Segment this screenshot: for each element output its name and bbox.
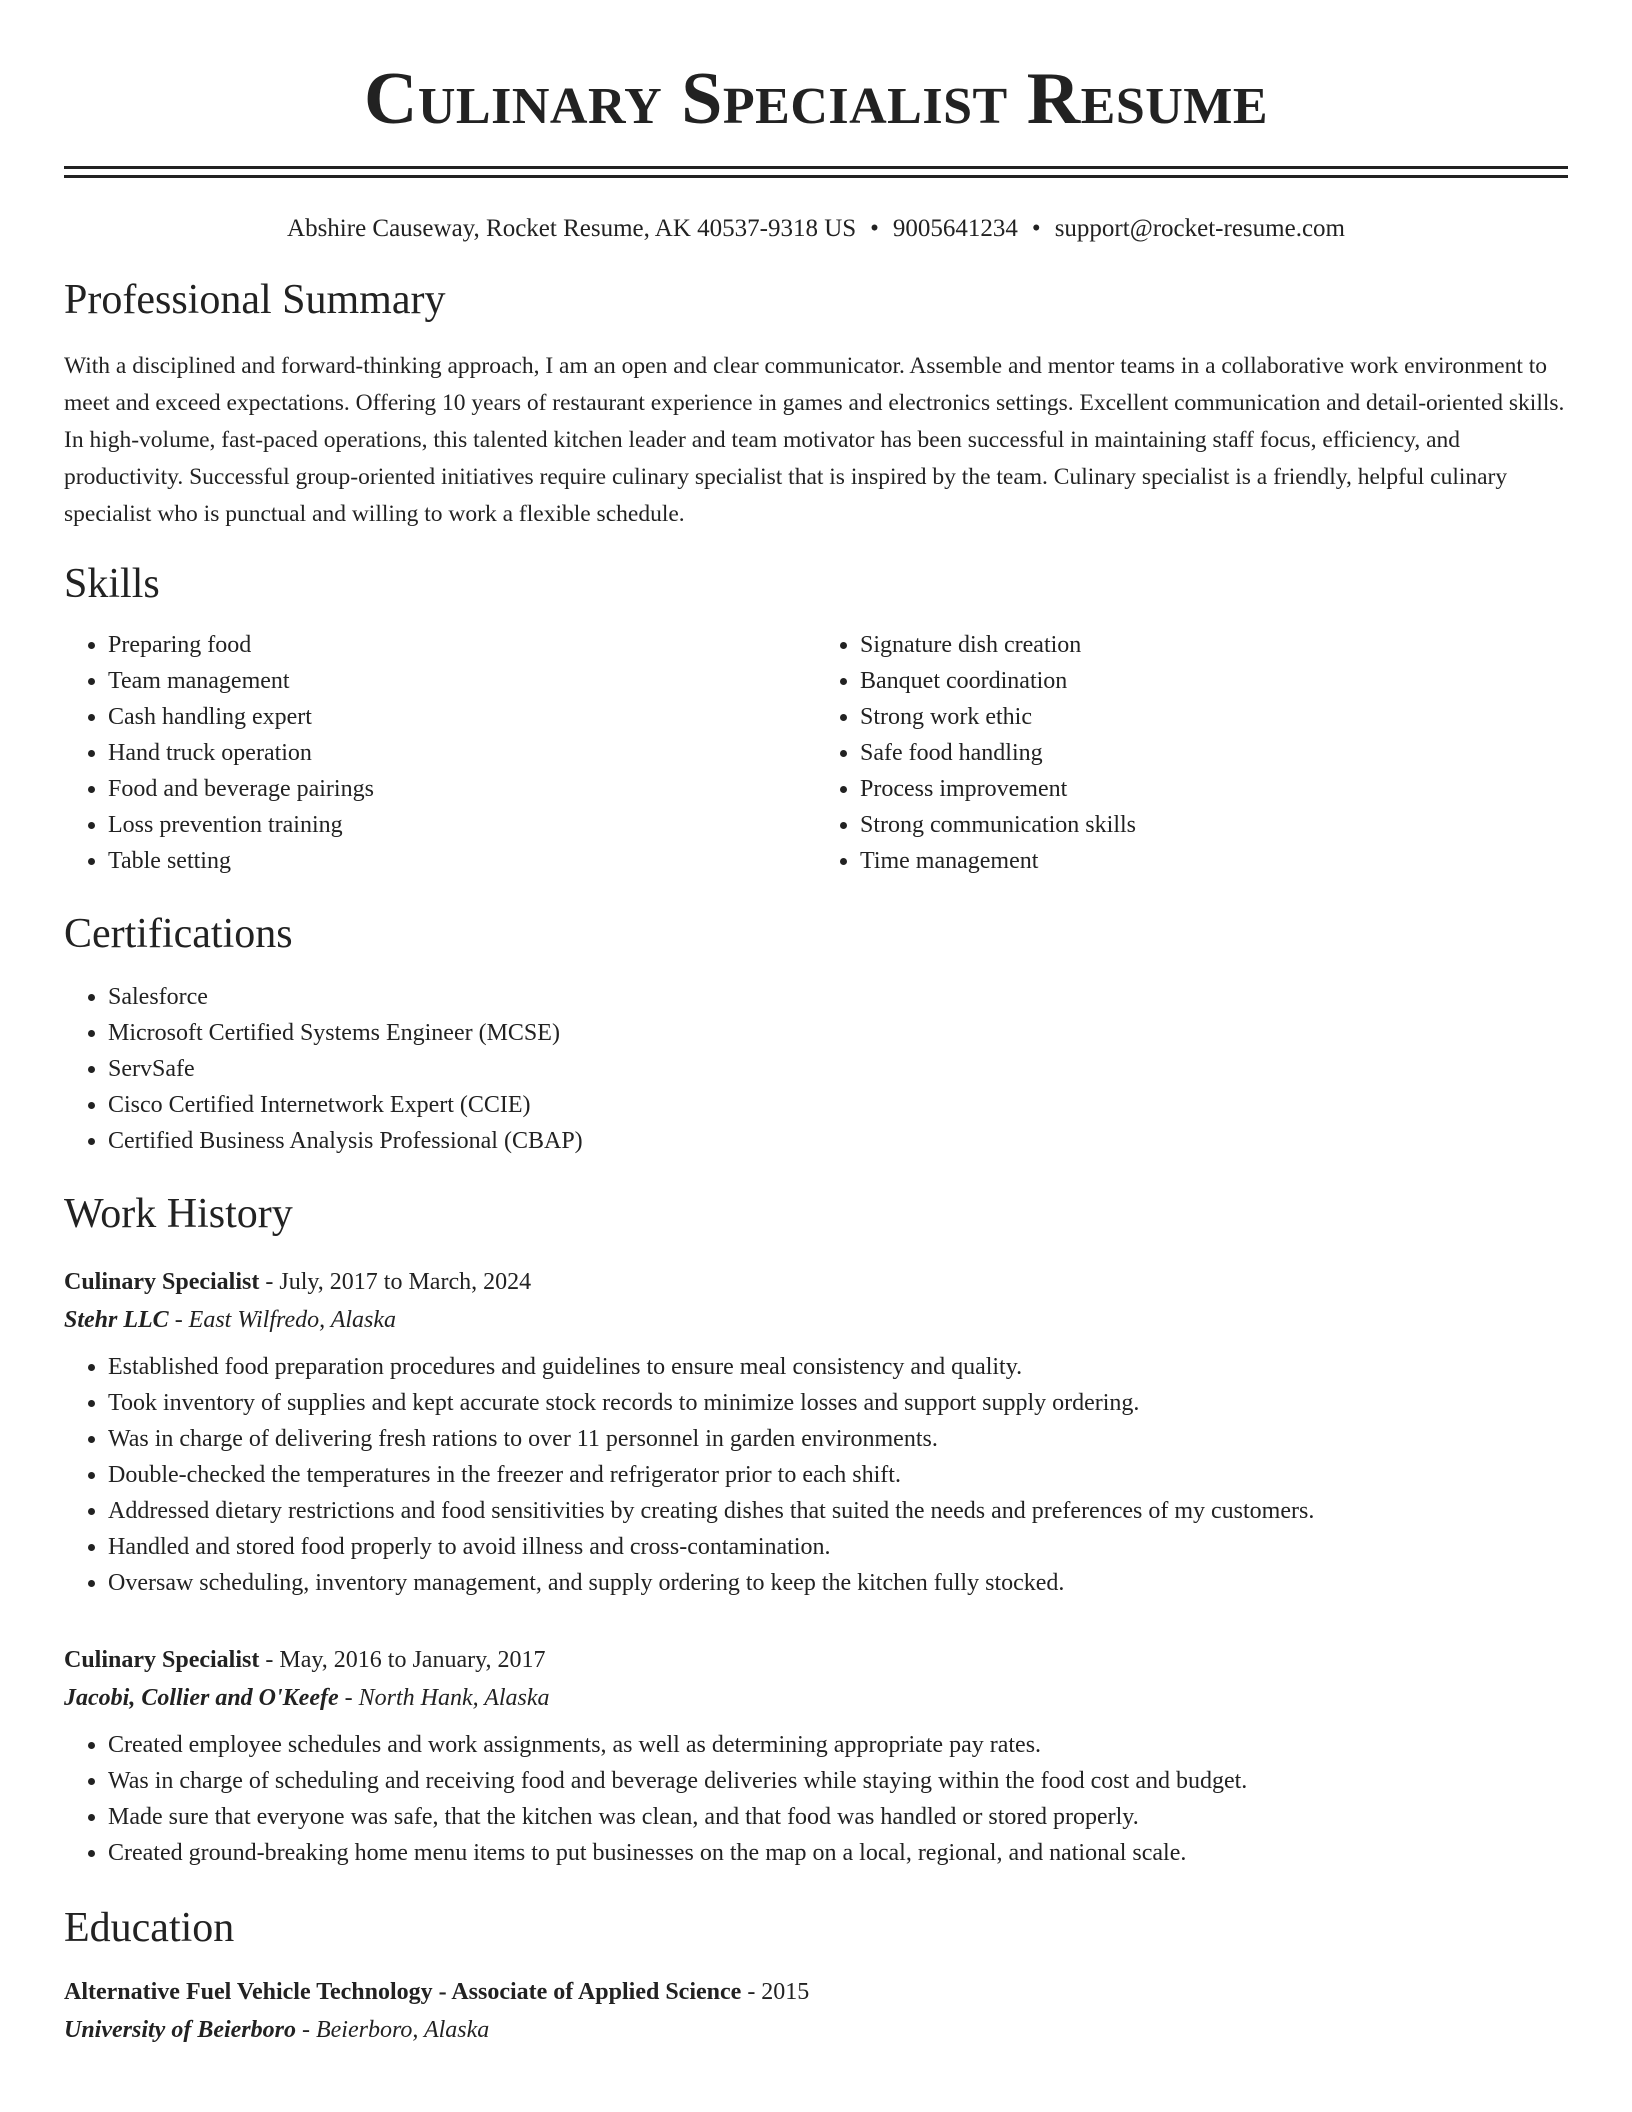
summary-section: [64, 279, 1568, 533]
job-company: Jacobi, Collier and O'Keefe: [64, 1685, 339, 1711]
certification-item: • Cisco Certified Internetwork Expert (CCIE): [108, 1087, 1568, 1123]
job-bullet: • Created employee schedules and work assignments, as well as determining appropriate pay rates.: [108, 1727, 1568, 1763]
skill-item: • Strong communication skills: [860, 807, 1568, 843]
job-bullet: • Addressed dietary restrictions and food sensitivities by creating dishes that suited the needs and preferences of my customers.: [108, 1493, 1568, 1529]
job-bullet: • Established food preparation procedures and guidelines to ensure meal consistency and quality.: [108, 1349, 1568, 1385]
summary-heading: Professional Summary: [64, 277, 446, 323]
job-dates: - May, 2016 to January, 2017: [259, 1647, 546, 1673]
education-entry: [64, 1973, 1568, 2049]
job-title-line: [64, 1641, 1568, 1679]
skills-list-right: [816, 627, 1568, 879]
certification-item: • Certified Business Analysis Professional (CBAP): [108, 1123, 1568, 1159]
contact-separator: •: [1031, 215, 1041, 242]
certifications-section: [64, 913, 1568, 1159]
skill-item: • Hand truck operation: [108, 735, 816, 771]
job-bullet: • Was in charge of scheduling and receiving food and beverage deliveries while staying within the food cost and budget.: [108, 1763, 1568, 1799]
job-bullet: • Handled and stored food properly to avoid illness and cross-contamination.: [108, 1529, 1568, 1565]
title-divider: [64, 166, 1568, 178]
contact-phone: 9005641234: [892, 215, 1018, 242]
education-school-line: [64, 2011, 1568, 2049]
certifications-heading: Certifications: [64, 911, 293, 957]
certifications-list: [64, 979, 1568, 1159]
job-bullet: • Made sure that everyone was safe, that the kitchen was clean, and that food was handled or stored properly.: [108, 1799, 1568, 1835]
certification-item: • Salesforce: [108, 979, 1568, 1015]
skill-item: • Table setting: [108, 843, 816, 879]
skill-item: • Team management: [108, 663, 816, 699]
education-location: - Beierboro, Alaska: [295, 2017, 490, 2043]
job-bullet: • Took inventory of supplies and kept accurate stock records to minimize losses and support supply ordering.: [108, 1385, 1568, 1421]
job-entry: [64, 1263, 1568, 1601]
resume-title: Culinary Specialist Resume: [363, 58, 1269, 140]
job-title-line: [64, 1263, 1568, 1301]
skills-heading: Skills: [64, 561, 160, 607]
skill-item: • Banquet coordination: [860, 663, 1568, 699]
certification-item: • Microsoft Certified Systems Engineer (MCSE): [108, 1015, 1568, 1051]
skill-item: • Strong work ethic: [860, 699, 1568, 735]
summary-text: With a disciplined and forward-thinking approach, I am an open and clear communicator. Assemble and mentor teams in a collaborative work environment to meet and exceed expectations. Offering 10 years of restaurant experience in games and electronics settings. Excellent communication and detail-oriented skills. In high-volume, fast-paced operations, this talented kitchen leader and team motivator has been successful in maintaining staff focus, efficiency, and productivity. Successful group-oriented initiatives require culinary specialist that is inspired by the team. Culinary specialist is a friendly, helpful culinary specialist who is punctual and willing to work a flexible schedule.: [64, 353, 1565, 527]
education-year: - 2015: [741, 1979, 810, 2005]
divider-line-bottom: [64, 175, 1568, 178]
work-history-section: [64, 1193, 1568, 1871]
job-bullet: • Was in charge of delivering fresh rations to over 11 personnel in garden environments.: [108, 1421, 1568, 1457]
job-role: Culinary Specialist: [64, 1647, 260, 1673]
job-entry: [64, 1641, 1568, 1871]
contact-address: Abshire Causeway, Rocket Resume, AK 40537-9318 US: [287, 215, 857, 242]
job-role: Culinary Specialist: [64, 1269, 260, 1295]
skill-item: • Loss prevention training: [108, 807, 816, 843]
skills-grid: [64, 627, 1568, 879]
skill-item: • Process improvement: [860, 771, 1568, 807]
skill-item: • Preparing food: [108, 627, 816, 663]
education-heading: Education: [64, 1905, 235, 1951]
skill-item: • Safe food handling: [860, 735, 1568, 771]
education-section: [64, 1907, 1568, 2049]
job-company-line: [64, 1301, 1568, 1339]
job-dates: - July, 2017 to March, 2024: [259, 1269, 532, 1295]
skill-item: • Cash handling expert: [108, 699, 816, 735]
certification-item: • ServSafe: [108, 1051, 1568, 1087]
education-degree: Alternative Fuel Vehicle Technology - Associate of Applied Science: [64, 1979, 742, 2005]
job-bullet: • Double-checked the temperatures in the freezer and refrigerator prior to each shift.: [108, 1457, 1568, 1493]
job-bullet: • Oversaw scheduling, inventory management, and supply ordering to keep the kitchen fully stocked.: [108, 1565, 1568, 1601]
skills-section: [64, 563, 1568, 879]
education-school: University of Beierboro: [64, 2017, 296, 2043]
job-location: - North Hank, Alaska: [338, 1685, 550, 1711]
skills-list-left: [64, 627, 816, 879]
job-company: Stehr LLC: [64, 1307, 169, 1333]
job-bullets: [64, 1727, 1568, 1871]
skill-item: • Food and beverage pairings: [108, 771, 816, 807]
education-degree-line: [64, 1973, 1568, 2011]
contact-email: support@rocket-resume.com: [1054, 215, 1345, 242]
contact-info: [64, 216, 1568, 241]
contact-separator: •: [870, 215, 879, 242]
job-bullets: [64, 1349, 1568, 1601]
divider-line-top: [64, 166, 1568, 169]
skill-item: • Time management: [860, 843, 1568, 879]
job-company-line: [64, 1679, 1568, 1717]
job-location: - East Wilfredo, Alaska: [168, 1307, 397, 1333]
work-history-heading: Work History: [64, 1191, 293, 1237]
skill-item: • Signature dish creation: [860, 627, 1568, 663]
job-bullet: • Created ground-breaking home menu items to put businesses on the map on a local, regional, and national scale.: [108, 1835, 1568, 1871]
